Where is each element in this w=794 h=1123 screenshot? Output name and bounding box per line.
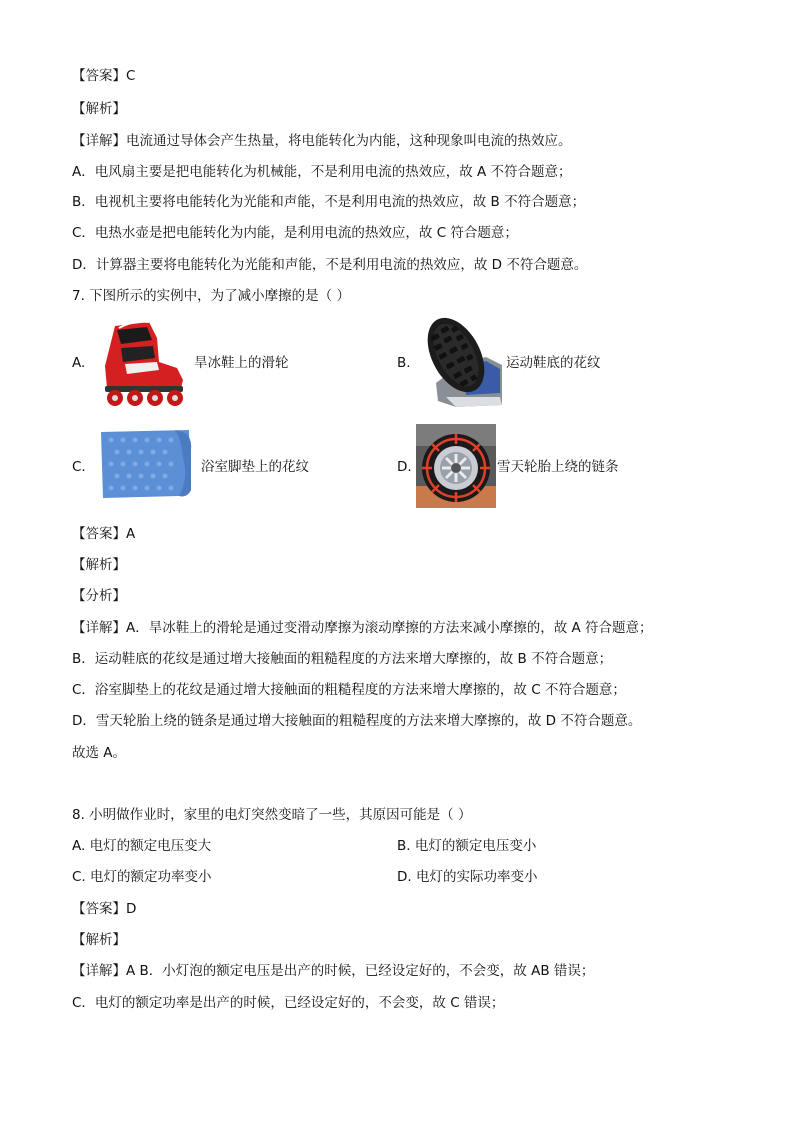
q7-option-c-letter: C. (72, 459, 86, 475)
q8-option-b-text: 电灯的额定电压变小 (414, 838, 537, 854)
q7-explain-c: C．浴室脚垫上的花纹是通过增大接触面的粗糙程度的方法来增大摩擦的，故 C 不符合题意； (72, 682, 626, 698)
q8-option-d (397, 868, 537, 886)
q8-option-c (72, 868, 212, 886)
q7-option-c-text: 浴室脚垫上的花纹 (201, 459, 309, 475)
q8-option-c-letter: C. (72, 869, 86, 885)
q6-answer: 【答案】C (72, 68, 136, 84)
q7-stem: 7. 下图所示的实例中，为了减小摩擦的是（ ） (72, 288, 350, 304)
sneaker-sole-image (416, 313, 506, 409)
q8-stem: 8. 小明做作业时，家里的电灯突然变暗了一些，其原因可能是（ ） (72, 807, 472, 823)
q7-choose: 故选 A。 (72, 745, 127, 761)
q7-option-a-letter: A. (72, 355, 86, 371)
q7-option-d-text: 雪天轮胎上绕的链条 (497, 459, 619, 475)
q6-explain-d: D．计算器主要将电能转化为光能和声能，不是利用电流的热效应，故 D 不符合题意。 (72, 257, 588, 273)
q8-option-c-text: 电灯的额定功率变小 (90, 869, 212, 885)
q7-option-d-letter: D. (397, 459, 412, 475)
q8-answer: 【答案】D (72, 901, 137, 917)
q7-fenxi-label: 【分析】 (72, 588, 126, 604)
q7-explain-b: B．运动鞋底的花纹是通过增大接触面的粗糙程度的方法来增大摩擦的，故 B 不符合题意； (72, 651, 613, 667)
q7-detail-a: 【详解】A．旱冰鞋上的滑轮是通过变滑动摩擦为滚动摩擦的方法来减小摩擦的，故 A 符合题意； (72, 620, 653, 636)
q6-explain-b: B．电视机主要将电能转化为光能和声能，不是利用电流的热效应，故 B 不符合题意； (72, 194, 586, 210)
bath-mat-image (97, 428, 195, 500)
q8-analysis-label: 【解析】 (72, 932, 126, 948)
q7-analysis-label: 【解析】 (72, 557, 126, 573)
q8-option-d-text: 电灯的实际功率变小 (415, 869, 538, 885)
q8-option-a (72, 837, 211, 855)
q8-option-b-letter: B. (397, 838, 411, 854)
q8-detail-ab: 【详解】A B．小灯泡的额定电压是出产的时候，已经设定好的，不会变，故 AB 错误； (72, 963, 595, 979)
q8-option-a-text: 电灯的额定电压变大 (89, 838, 212, 854)
q8-option-b (397, 837, 536, 855)
q7-answer: 【答案】A (72, 526, 136, 542)
q7-option-a-text: 旱冰鞋上的滑轮 (194, 355, 289, 371)
q6-analysis-label: 【解析】 (72, 101, 126, 117)
q6-explain-c: C．电热水壶是把电能转化为内能，是利用电流的热效应，故 C 符合题意； (72, 225, 518, 241)
q8-option-d-letter: D. (397, 869, 412, 885)
q7-explain-d: D．雪天轮胎上绕的链条是通过增大接触面的粗糙程度的方法来增大摩擦的，故 D 不符合题意。 (72, 713, 642, 729)
q6-detail: 【详解】电流通过导体会产生热量，将电能转化为内能，这种现象叫电流的热效应。 (72, 133, 572, 149)
q8-option-a-letter: A. (72, 838, 86, 854)
q7-option-b-letter: B. (397, 355, 411, 371)
inline-skate-image (97, 318, 190, 408)
q8-explain-c: C．电灯的额定功率是出产的时候，已经设定好的，不会变，故 C 错误； (72, 995, 505, 1011)
q6-explain-a: A．电风扇主要是把电能转化为机械能，不是利用电流的热效应，故 A 不符合题意； (72, 164, 572, 180)
tire-chain-image (416, 424, 496, 508)
q7-option-b-text: 运动鞋底的花纹 (506, 355, 601, 371)
